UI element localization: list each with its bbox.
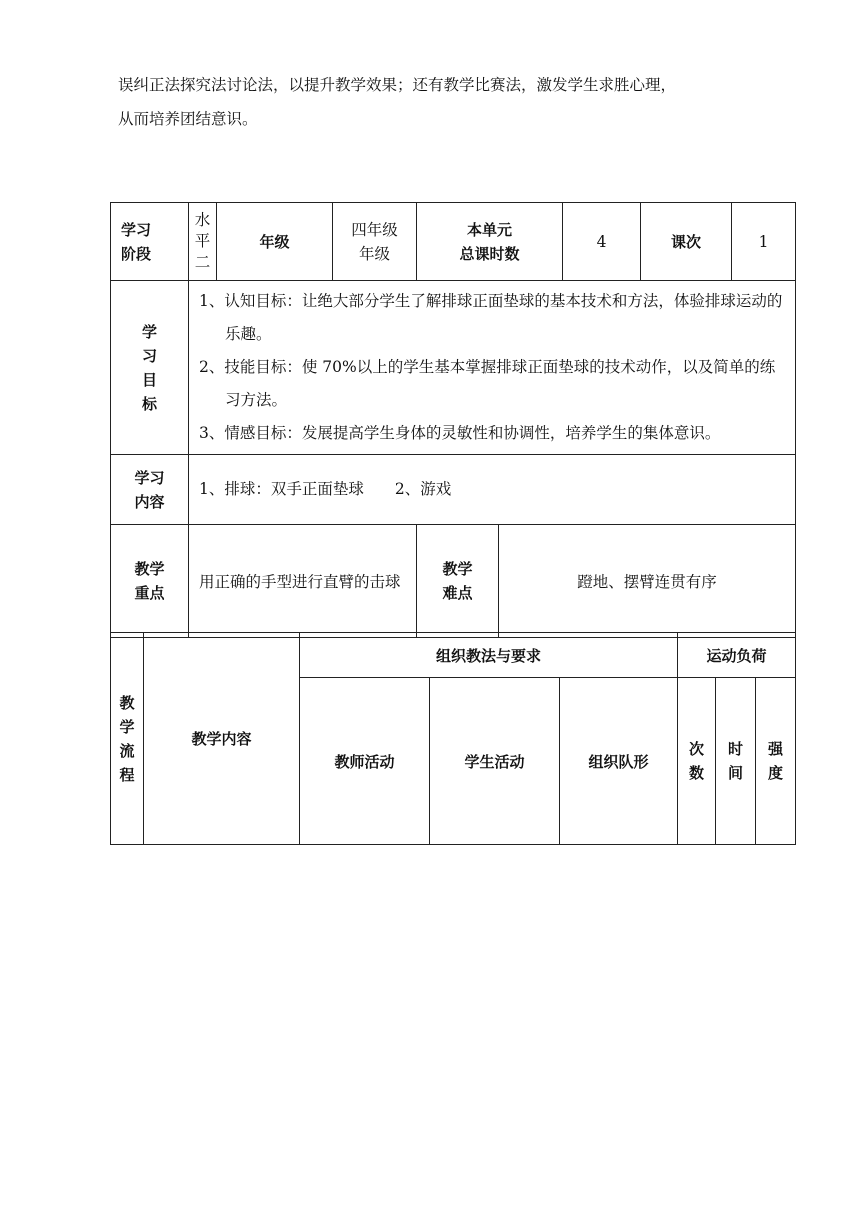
difficulty-label-cell	[417, 525, 499, 637]
intro-line-1: 误纠正法探究法讨论法，以提升教学效果；还有教学比赛法，激发学生求胜心理，	[118, 76, 677, 94]
content-label-1: 学习	[134, 468, 165, 487]
process-label-1: 教	[119, 693, 135, 712]
times-char-1: 次	[689, 740, 705, 758]
process-label-cell	[111, 633, 144, 845]
objectives-label-3: 目	[141, 370, 157, 389]
process-header-row-1	[111, 633, 796, 678]
objectives-label-2: 习	[141, 346, 157, 365]
unit-label-1: 本单元	[466, 220, 512, 239]
grade-label: 年级	[217, 203, 333, 281]
lesson-label: 课次	[641, 203, 732, 281]
key-points-row	[111, 525, 796, 638]
grade-value-1: 四年级	[351, 220, 398, 239]
key-points-value: 用正确的手型进行直臂的击球	[189, 525, 417, 638]
key-points-label-cell	[111, 525, 189, 638]
org-header: 组织教法与要求	[300, 633, 678, 678]
process-label-4: 程	[119, 765, 135, 784]
objective-affective: 3、情感目标：发展提高学生身体的灵敏性和协调性，培养学生的集体意识。	[199, 424, 721, 442]
intro-paragraph	[118, 68, 778, 136]
objective-skill: 2、技能目标：使 70%以上的学生基本掌握排球正面垫球的技术动作，以及简单的练习方法。	[199, 358, 776, 409]
content-label-2: 内容	[134, 492, 165, 511]
lesson-plan-table	[110, 202, 796, 638]
objectives-label-4: 标	[141, 394, 157, 413]
difficulty-label-1: 教学	[442, 560, 473, 578]
times-char-2: 数	[689, 764, 705, 782]
level-char-3: 二	[194, 253, 211, 271]
difficulty-container	[417, 525, 796, 638]
objective-cognitive: 1、认知目标：让绝大部分学生了解排球正面垫球的基本技术和方法，体验排球运动的乐趣。	[199, 292, 783, 343]
level-char-2: 平	[194, 232, 211, 250]
stage-label-2: 阶段	[121, 244, 152, 263]
content-value: 1、排球：双手正面垫球 2、游戏	[189, 455, 796, 525]
intensity-header	[756, 678, 796, 845]
objectives-label-1: 学	[141, 322, 157, 341]
duration-char-2: 间	[728, 764, 744, 782]
process-label-2: 学	[119, 717, 135, 736]
formation-header: 组织队形	[560, 678, 678, 845]
duration-header	[716, 678, 756, 845]
level-char-1: 水	[194, 211, 211, 229]
process-table	[110, 632, 796, 845]
header-row	[111, 203, 796, 281]
load-header: 运动负荷	[678, 633, 796, 678]
grade-value-cell	[333, 203, 417, 281]
difficulty-value: 蹬地、摆臂连贯有序	[577, 573, 717, 591]
student-activity-header: 学生活动	[430, 678, 560, 845]
objectives-row	[111, 281, 796, 455]
objectives-label-cell	[111, 281, 189, 455]
times-header	[678, 678, 716, 845]
unit-hours-value: 4	[563, 203, 641, 281]
intensity-char-2: 度	[768, 764, 784, 782]
intro-line-2: 从而培养团结意识。	[118, 110, 258, 128]
key-points-label-2: 重点	[134, 584, 165, 602]
content-header: 教学内容	[144, 633, 300, 845]
unit-label-2: 总课时数	[459, 244, 520, 263]
teacher-activity-header: 教师活动	[300, 678, 430, 845]
content-row	[111, 455, 796, 525]
lesson-value: 1	[732, 203, 796, 281]
objectives-cell	[189, 281, 796, 455]
difficulty-label-2: 难点	[442, 584, 473, 602]
level-cell	[189, 203, 217, 281]
key-points-label-1: 教学	[134, 560, 165, 578]
unit-hours-label-cell	[417, 203, 563, 281]
stage-label-cell	[111, 203, 189, 281]
content-label-cell	[111, 455, 189, 525]
intensity-char-1: 强	[768, 740, 784, 758]
stage-label-1: 学习	[121, 220, 152, 239]
duration-char-1: 时	[728, 740, 744, 758]
grade-value-2: 年级	[358, 244, 390, 263]
process-label-3: 流	[119, 741, 135, 760]
